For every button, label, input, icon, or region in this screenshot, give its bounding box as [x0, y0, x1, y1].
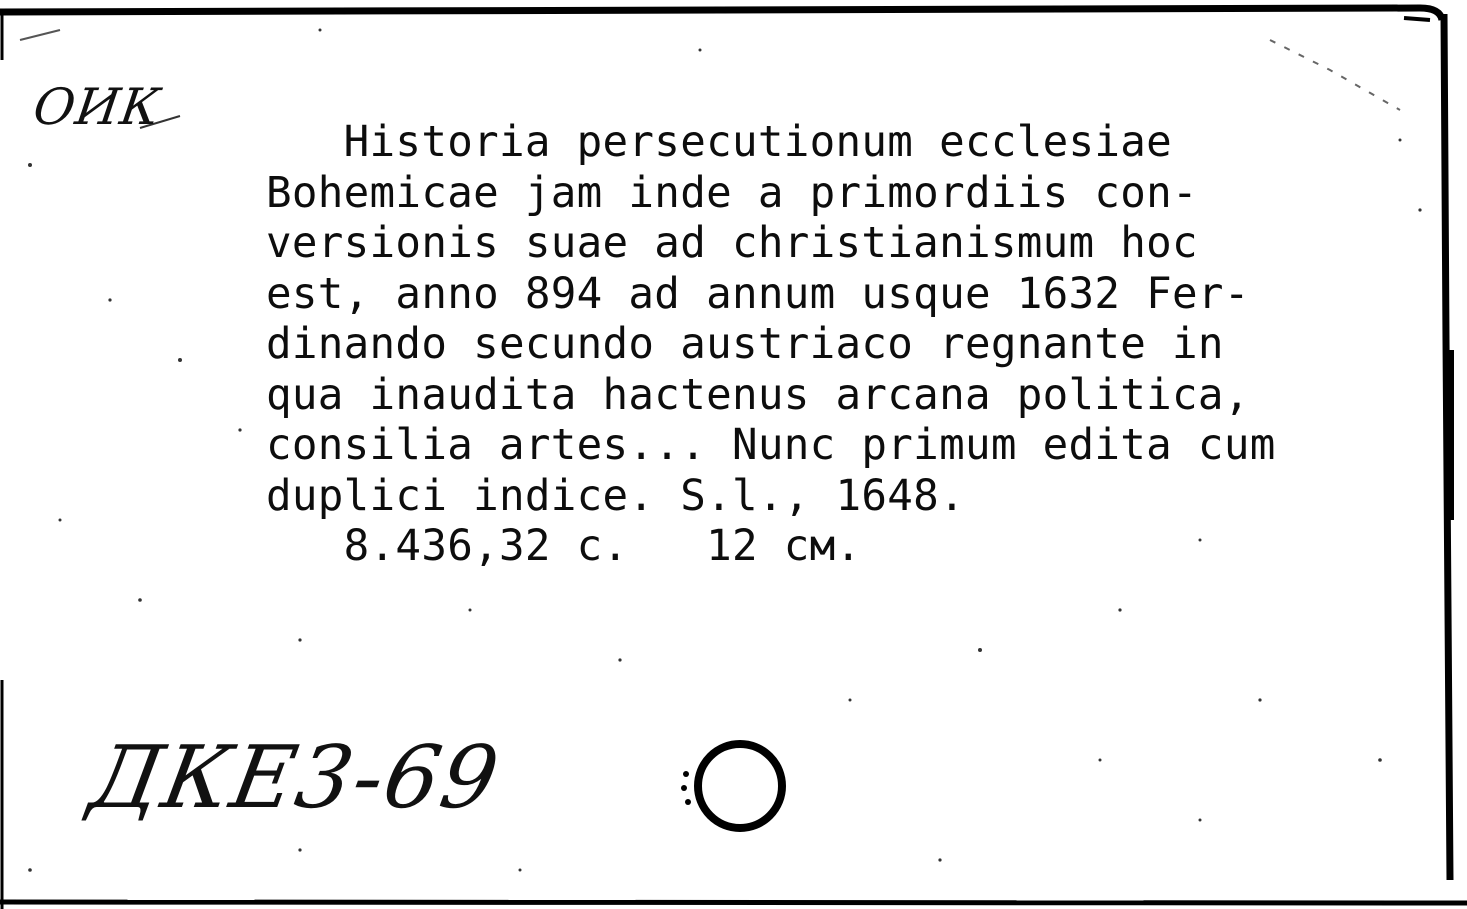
entry-line-7: consilia artes... Nunc primum edita cum [266, 421, 1276, 470]
shelfmark-handwritten-top: ОИК [29, 78, 165, 136]
entry-line-4: est, anno 894 ad annum usque 1632 Fer- [266, 269, 1250, 319]
entry-line-3: versionis suae ad christianismum hoc [266, 219, 1198, 268]
scratch-top-right [1270, 40, 1400, 110]
scratch-top-left [20, 30, 60, 40]
entry-line-5: dinando secundo austriaco regnante in [266, 320, 1224, 369]
entry-line-8: duplici indice. S.l., 1648. [266, 471, 965, 521]
call-number-handwritten: ДКЕ3-69 [83, 728, 508, 828]
card-right-edge-thick [1445, 350, 1454, 520]
card-top-edge [0, 8, 1442, 20]
entry-line-6: qua inaudita hactenus arcana politica, [266, 370, 1250, 420]
entry-collation-line: 8.436,32 c. 12 см. [266, 522, 862, 571]
card-bottom-edge [0, 902, 1467, 903]
entry-line-2: Bohemicae jam inde a primordiis con- [266, 168, 1198, 218]
entry-line-1: Historia persecutionum ecclesiae [266, 118, 1173, 167]
punch-hole-ring [668, 724, 788, 844]
card-top-right-tick [1404, 18, 1430, 20]
bibliographic-entry [266, 118, 1276, 573]
